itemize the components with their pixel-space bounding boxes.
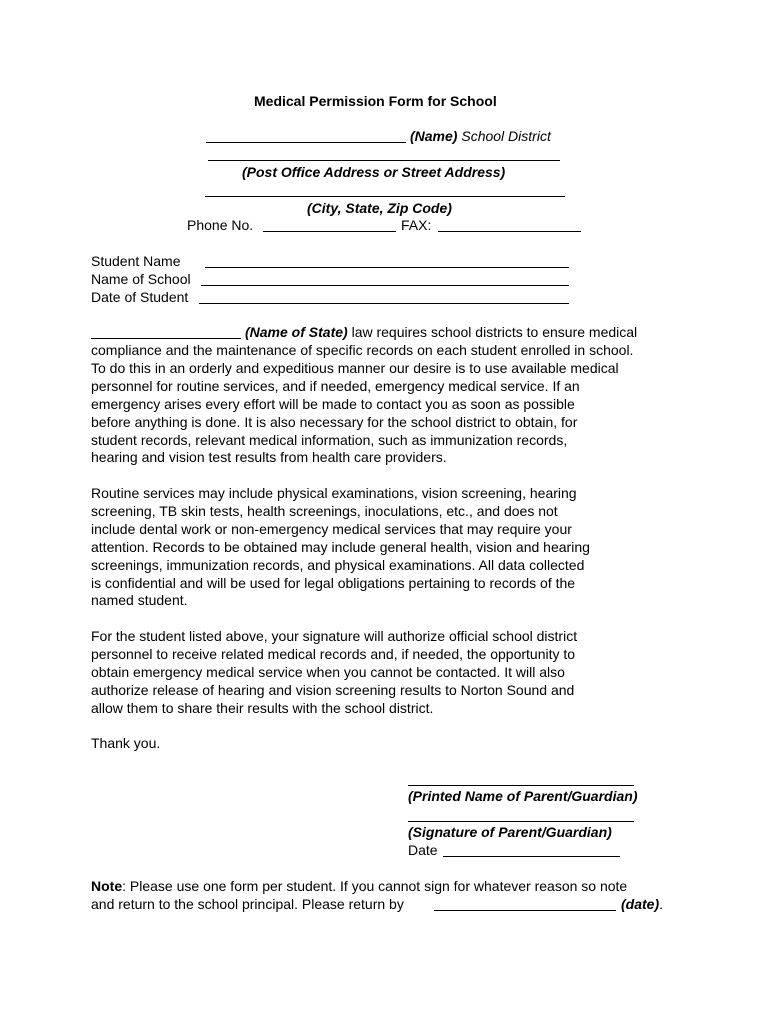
student-name-line[interactable] xyxy=(205,267,569,268)
date-of-student-line[interactable] xyxy=(199,303,569,304)
phone-line[interactable] xyxy=(263,231,396,232)
city-line[interactable] xyxy=(205,196,565,197)
paragraph1-line: compliance and the maintenance of specific records on each student enrolled in school. xyxy=(91,342,634,358)
paragraph3-line: For the student listed above, your signature will authorize official school district xyxy=(91,628,578,644)
paragraph3-line: obtain emergency medical service when you cannot be contacted. It will also xyxy=(91,663,565,680)
state-name-line[interactable] xyxy=(91,338,241,339)
signature-date-line[interactable] xyxy=(443,856,620,857)
district-name-row xyxy=(410,128,551,146)
thank-you-text: Thank you. xyxy=(91,735,161,751)
signature-date-label: Date xyxy=(408,842,438,858)
paragraph1-line: before anything is done. It is also necessary for the school district to obtain, for xyxy=(91,413,578,430)
student-name-label: Student Name xyxy=(91,253,181,269)
address-line[interactable] xyxy=(208,160,560,161)
phone-label: Phone No. xyxy=(187,217,254,233)
school-district-label: School District xyxy=(461,128,551,144)
paragraph2-line: is confidential and will be used for legal obligations pertaining to records of the xyxy=(91,574,576,591)
note-text: : Please use one form per student. If you cannot sign for whatever reason so note xyxy=(122,878,628,894)
city-label: (City, State, Zip Code) xyxy=(307,200,452,216)
paragraph3 xyxy=(91,628,691,718)
paragraph3-line: authorize release of hearing and vision screening results to Norton Sound and xyxy=(91,681,575,698)
paragraph1-line: student records, relevant medical information, such as immunization records, xyxy=(91,431,568,448)
return-date-line[interactable] xyxy=(434,910,616,911)
paragraph1-line: personnel for routine services, and if needed, emergency medical service. If an xyxy=(91,377,580,394)
note-line-2-end xyxy=(621,896,663,914)
district-name-line[interactable] xyxy=(206,142,406,143)
paragraph2-line: screenings, immunization records, and physical examinations. All data collected xyxy=(91,556,585,573)
paragraph1-line: To do this in an orderly and expeditious manner our desire is to use available medical xyxy=(91,359,619,376)
paragraph3-line: personnel to receive related medical records and, if needed, the opportunity to xyxy=(91,645,576,662)
paragraph2-line: Routine services may include physical examinations, vision screening, hearing xyxy=(91,485,577,501)
paragraph2-line: screening, TB skin tests, health screenings, inoculations, etc., and does not xyxy=(91,502,558,519)
paragraph1-first-line-text: law requires school districts to ensure medical xyxy=(347,324,638,340)
paragraph2 xyxy=(91,485,691,610)
state-label: (Name of State) xyxy=(245,324,348,340)
address-label: (Post Office Address or Street Address) xyxy=(242,164,506,180)
printed-name-label: (Printed Name of Parent/Guardian) xyxy=(408,788,638,804)
note-line-2-start: and return to the school principal. Please return by xyxy=(91,896,404,912)
signature-line[interactable] xyxy=(408,821,634,822)
fax-label: FAX: xyxy=(401,217,432,233)
date-of-student-label: Date of Student xyxy=(91,289,189,305)
printed-name-line[interactable] xyxy=(408,785,634,786)
paragraph1-first-line xyxy=(245,324,637,342)
paragraph1-line: hearing and vision test results from health care providers. xyxy=(91,449,447,466)
note-line-1 xyxy=(91,878,627,896)
paragraph3-line: allow them to share their results with the school district. xyxy=(91,699,434,716)
form-title: Medical Permission Form for School xyxy=(254,93,497,109)
name-label: (Name) xyxy=(410,128,458,144)
return-date-label: (date) xyxy=(621,896,660,912)
paragraph2-line: attention. Records to be obtained may include general health, vision and hearing xyxy=(91,538,590,555)
school-name-label: Name of School xyxy=(91,271,191,287)
paragraph1-line: emergency arises every effort will be made to contact you as soon as possible xyxy=(91,395,575,412)
note-period: . xyxy=(659,896,664,912)
fax-line[interactable] xyxy=(438,231,581,232)
paragraph2-line: include dental work or non-emergency medical services that may require your xyxy=(91,520,572,537)
school-name-line[interactable] xyxy=(201,285,569,286)
signature-label: (Signature of Parent/Guardian) xyxy=(408,824,612,840)
note-label: Note xyxy=(91,878,123,894)
paragraph1 xyxy=(91,342,691,467)
paragraph2-line: named student. xyxy=(91,592,188,609)
